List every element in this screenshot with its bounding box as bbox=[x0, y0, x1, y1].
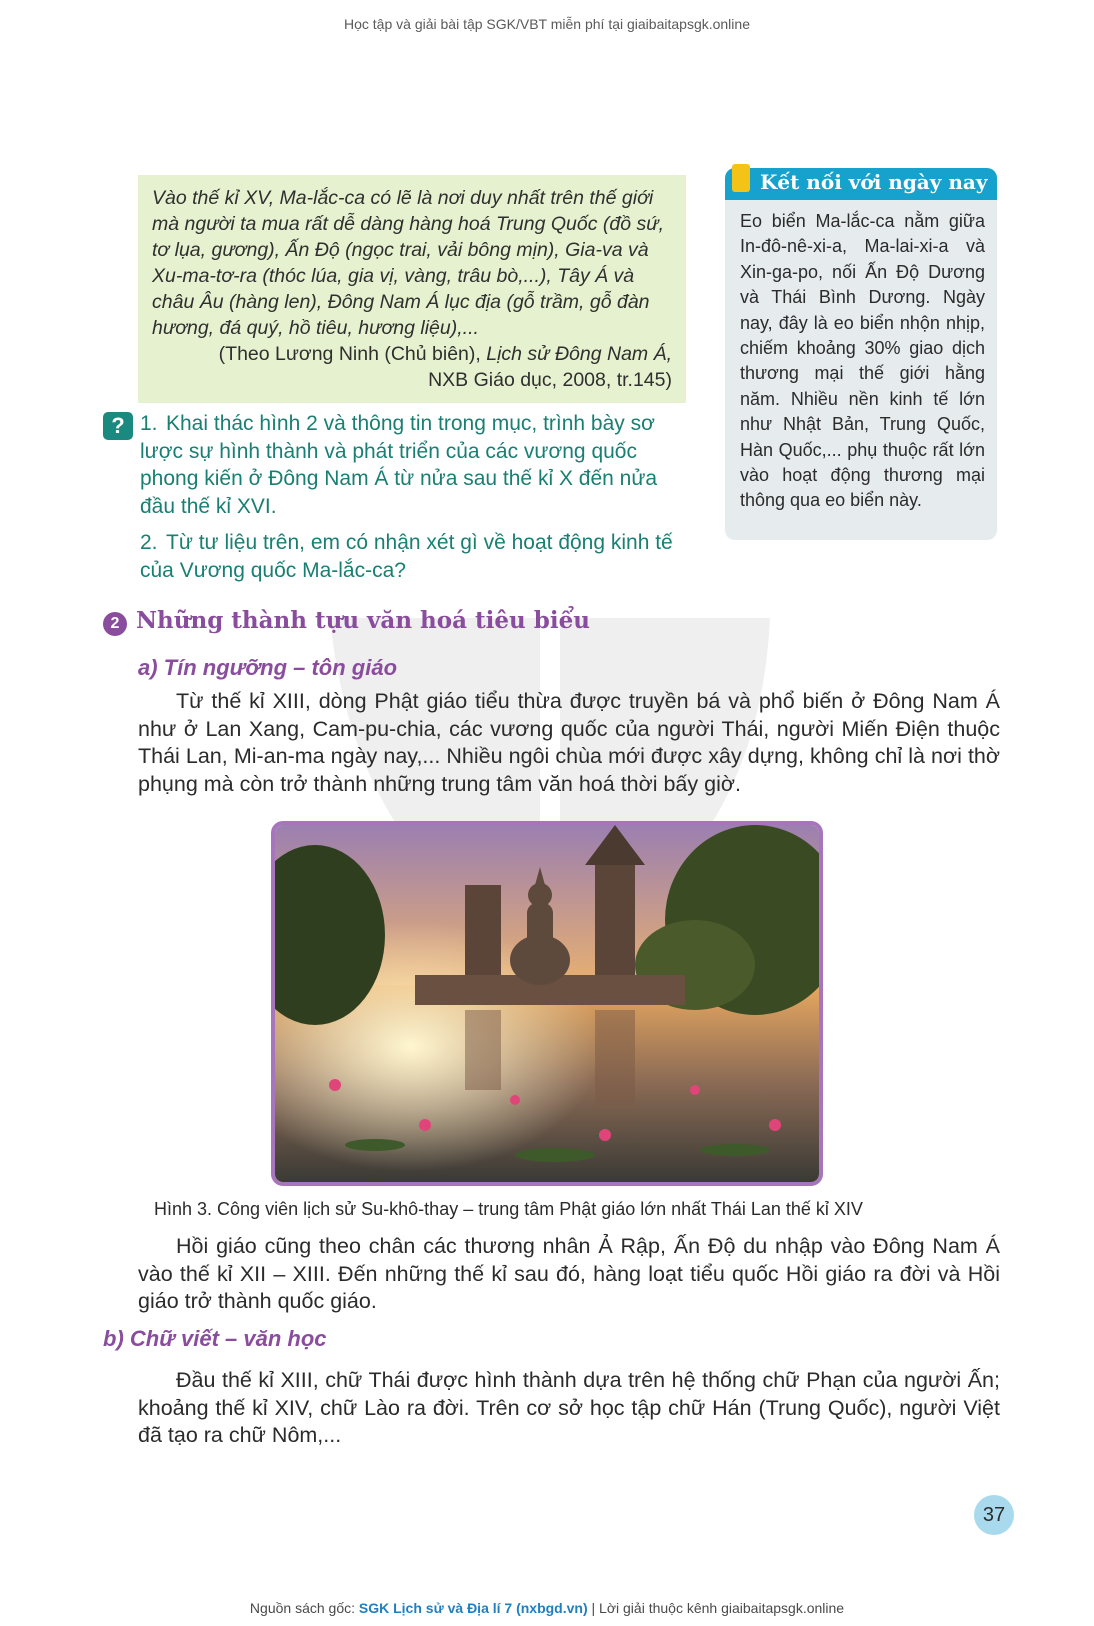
question-1-text: Khai thác hình 2 và thông tin trong mục, trình bày sơ lược sự hình thành và phát triển của các vương quốc phong kiến ở Đông Nam Á từ nửa sau thế kỉ X đến nửa đầu thế kỉ XVI. bbox=[140, 412, 658, 518]
bookmark-icon bbox=[732, 164, 750, 192]
question-2 bbox=[140, 529, 686, 584]
footer-suffix: | Lời giải thuộc kênh giaibaitapsgk.online bbox=[591, 1600, 845, 1616]
temple-photo bbox=[271, 821, 823, 1186]
quote-source-prefix: (Theo Lương Ninh (Chủ biên), bbox=[218, 343, 481, 365]
figure-caption: Hình 3. Công viên lịch sử Su-khô-thay – trung tâm Phật giáo lớn nhất Thái Lan thế kỉ XIV bbox=[154, 1199, 863, 1219]
quote-source bbox=[152, 341, 672, 393]
subheading-a: a) Tín ngưỡng – tôn giáo bbox=[138, 655, 398, 680]
page-number: 37 bbox=[974, 1495, 1014, 1535]
quote-source-book: Lịch sử Đông Nam Á, bbox=[486, 343, 672, 365]
temple-illustration bbox=[275, 825, 819, 1182]
quote-text: Vào thế kỉ XV, Ma-lắc-ca có lẽ là nơi duy nhất trên thế giới mà người ta mua rất dễ dàng hàng hoá Trung Quốc (đồ sứ, tơ lụa, gương), Ấn Độ (ngọc trai, vải bông mịn), Gia-va và Xu-ma-tơ-ra (thóc lúa, gia vị, vàng, trâu bò,...), Tây Á và châu Âu (hàng len), Đông Nam Á lục địa (gỗ trầm, gỗ đàn hương, đá quý, hồ tiêu, hương liệu),... bbox=[152, 187, 665, 339]
paragraph-2 bbox=[138, 1233, 1000, 1316]
paragraph-1 bbox=[138, 688, 1000, 798]
section-number: 2 bbox=[103, 612, 127, 636]
quote-source-publisher: NXB Giáo dục, 2008, tr.145) bbox=[428, 369, 672, 391]
question-2-number: 2. bbox=[140, 531, 158, 554]
paragraph-2-text: Hồi giáo cũng theo chân các thương nhân Ả Rập, Ấn Độ du nhập vào Đông Nam Á vào thế kỉ XII – XIII. Đến những thế kỉ sau đó, hàng loạt tiểu quốc Hồi giáo ra đời và Hồi giáo trở thành quốc giáo. bbox=[138, 1234, 1000, 1313]
section-title: Những thành tựu văn hoá tiêu biểu bbox=[136, 607, 590, 634]
question-1 bbox=[140, 410, 686, 520]
question-icon: ? bbox=[103, 412, 133, 440]
subheading-b: b) Chữ viết – văn học bbox=[103, 1326, 327, 1351]
sidebar-text: Eo biển Ma-lắc-ca nằm giữa In-đô-nê-xi-a, Ma-lai-xi-a và Xin-ga-po, nối Ấn Độ Dương và Thái Bình Dương. Ngày nay, đây là eo biển nhộn nhịp, chiếm khoảng 30% giao dịch thương mại thế giới hằng năm. Nhiều nền kinh tế lớn như Nhật Bản, Trung Quốc, Hàn Quốc,... phụ thuộc rất lớn vào hoạt động thương mại thông qua eo biển này. bbox=[740, 211, 985, 511]
footer-prefix: Nguồn sách gốc: bbox=[249, 1600, 355, 1616]
paragraph-1-text: Từ thế kỉ XIII, dòng Phật giáo tiểu thừa được truyền bá và phổ biến ở Đông Nam Á như ở Lan Xang, Cam-pu-chia, các vương quốc của người Thái, người Miến Điện thuộc Thái Lan, Mi-an-ma ngày nay,... Nhiều ngôi chùa mới được xây dựng, không chỉ là nơi thờ phụng mà còn trở thành những trung tâm văn hoá thời bấy giờ. bbox=[138, 689, 1000, 796]
question-1-number: 1. bbox=[140, 412, 158, 435]
header-note: Học tập và giải bài tập SGK/VBT miễn phí tại giaibaitapsgk.online bbox=[344, 16, 750, 32]
paragraph-3 bbox=[138, 1367, 1000, 1450]
question-2-text: Từ tư liệu trên, em có nhận xét gì về hoạt động kinh tế của Vương quốc Ma-lắc-ca? bbox=[140, 531, 673, 582]
paragraph-3-text: Đầu thế kỉ XIII, chữ Thái được hình thành dựa trên hệ thống chữ Phạn của người Ấn; khoảng thế kỉ XIV, chữ Lào ra đời. Trên cơ sở học tập chữ Hán (Trung Quốc), người Việt đã tạo ra chữ Nôm,... bbox=[138, 1368, 1000, 1447]
quote-box bbox=[138, 175, 686, 403]
footer-book-link[interactable]: SGK Lịch sử và Địa lí 7 (nxbgd.vn) bbox=[358, 1600, 588, 1616]
sidebar-title: Kết nối với ngày nay bbox=[760, 170, 988, 194]
footer bbox=[0, 1600, 1094, 1616]
